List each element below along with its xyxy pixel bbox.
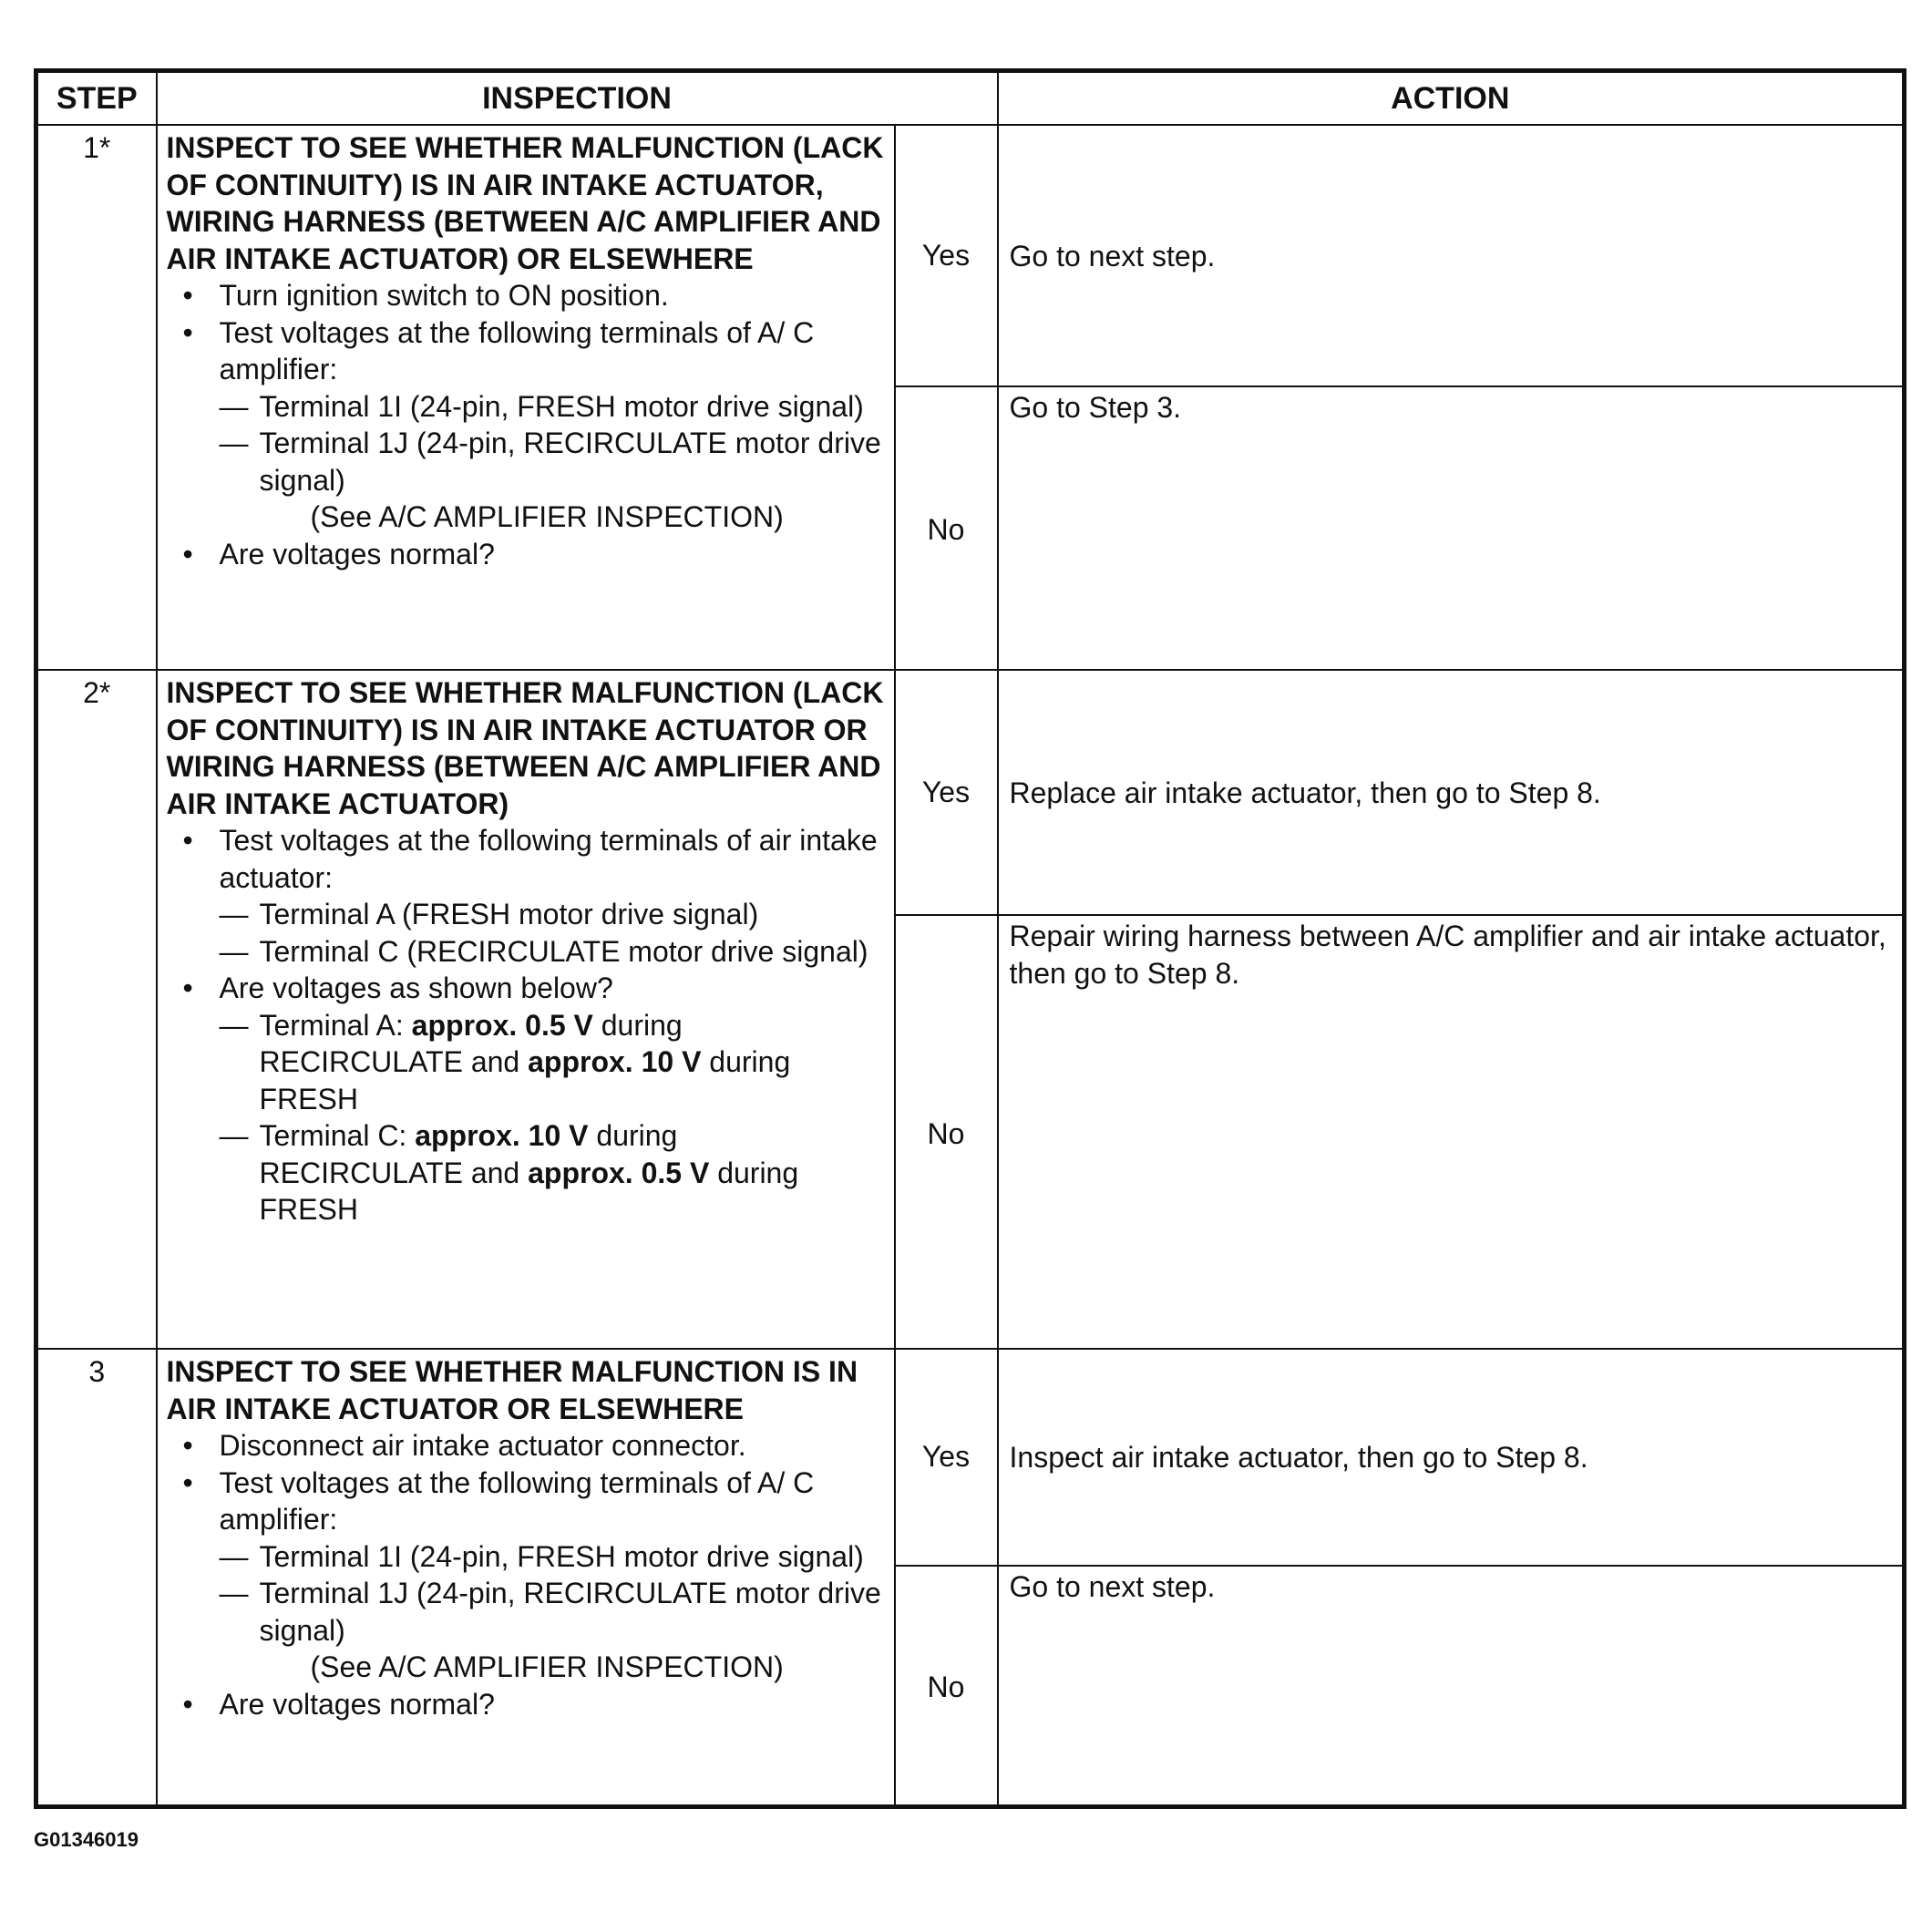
step-3-yes-row	[36, 1349, 1905, 1566]
step-3-number: 3	[36, 1349, 157, 1806]
step-2-dash-4-d: approx. 0.5 V	[528, 1156, 710, 1189]
step-2-dash-1: — Terminal A (FRESH motor drive signal)	[220, 896, 885, 933]
figure-id: G01346019	[34, 1828, 139, 1851]
step-1-inspection	[157, 125, 895, 670]
step-1-yes-label: Yes	[895, 125, 998, 386]
step-1-title: INSPECT TO SEE WHETHER MALFUNCTION (LACK OF CONTINUITY) IS IN AIR INTAKE ACTUATOR, WIRING HARNESS (BETWEEN A/C AMPLIFIER AND AIR INTAKE ACTUATOR) OR ELSEWHERE	[166, 131, 884, 275]
step-2-dash-3-e: during FRESH	[259, 1045, 791, 1115]
step-3-bullets	[167, 1427, 885, 1722]
step-3-yes-action: Inspect air intake actuator, then go to Step 8.	[998, 1349, 1905, 1566]
step-header: STEP	[36, 71, 157, 126]
step-3-bullet-2	[167, 1465, 885, 1686]
step-1-bullet-3: • Are voltages normal?	[167, 536, 885, 573]
step-2-bullets	[167, 822, 885, 1228]
step-2-dash-4-e: during FRESH	[259, 1156, 799, 1227]
step-3-no-action: Go to next step.	[998, 1566, 1905, 1807]
step-2-bullet-2-text: Are voltages as shown below?	[219, 971, 613, 1005]
step-1-yes-action: Go to next step.	[998, 125, 1905, 386]
action-header: ACTION	[998, 71, 1905, 126]
step-2-dash-3-b: approx. 0.5 V	[411, 1008, 593, 1042]
step-1-yes-row	[36, 125, 1905, 386]
step-1-dash-2-text: Terminal 1J (24-pin, RECIRCULATE motor drive signal)	[259, 427, 881, 497]
step-1-see-also: (See A/C AMPLIFIER INSPECTION)	[310, 500, 784, 534]
step-1-dash-2	[220, 425, 885, 536]
step-2-bullet-1-text: Test voltages at the following terminals of air intake actuator:	[219, 824, 878, 894]
step-1-bullet-1: • Turn ignition switch to ON position.	[167, 277, 885, 314]
step-3-inspection	[157, 1349, 895, 1806]
step-1-dash-1: — Terminal 1I (24-pin, FRESH motor drive signal)	[220, 388, 885, 426]
step-3-title: INSPECT TO SEE WHETHER MALFUNCTION IS IN AIR INTAKE ACTUATOR OR ELSEWHERE	[166, 1355, 858, 1425]
step-2-no-action: Repair wiring harness between A/C amplifier and air intake actuator, then go to Step 8.	[998, 915, 1905, 1349]
step-3-yes-label: Yes	[895, 1349, 998, 1566]
step-2-bullet-2	[167, 970, 885, 1228]
diagnostic-table	[34, 68, 1906, 1809]
step-2-title: INSPECT TO SEE WHETHER MALFUNCTION (LACK OF CONTINUITY) IS IN AIR INTAKE ACTUATOR OR WIRING HARNESS (BETWEEN A/C AMPLIFIER AND AIR INTAKE ACTUATOR)	[166, 676, 884, 820]
step-2-no-label: No	[895, 915, 998, 1349]
step-2-yes-action: Replace air intake actuator, then go to Step 8.	[998, 670, 1905, 915]
step-2-terminal-list	[220, 896, 885, 970]
inspection-header: INSPECTION	[157, 71, 998, 126]
step-3-bullet-1: • Disconnect air intake actuator connector.	[167, 1427, 885, 1465]
step-1-no-action: Go to Step 3.	[998, 386, 1905, 670]
step-3-see-also: (See A/C AMPLIFIER INSPECTION)	[310, 1650, 784, 1684]
step-3-dash-2-text: Terminal 1J (24-pin, RECIRCULATE motor drive signal)	[259, 1577, 881, 1647]
step-1-bullets	[167, 277, 885, 572]
step-1-bullet-2	[167, 314, 885, 536]
step-3-bullet-3: • Are voltages normal?	[167, 1686, 885, 1723]
step-2-dash-3-a: Terminal A:	[259, 1008, 412, 1042]
step-2-inspection	[157, 670, 895, 1349]
step-2-dash-4-b: approx. 10 V	[415, 1119, 589, 1153]
step-2-dash-4-c: during RECIRCULATE and	[259, 1119, 678, 1189]
step-2-dash-3-d: approx. 10 V	[528, 1045, 702, 1079]
step-2-yes-label: Yes	[895, 670, 998, 915]
step-2-yes-row	[36, 670, 1905, 915]
step-2-dash-4	[220, 1117, 885, 1228]
step-2-dash-3	[220, 1007, 885, 1118]
diagnostic-table-container	[34, 68, 1902, 1809]
step-2-bullet-1	[167, 822, 885, 970]
step-2-voltage-list	[220, 1007, 885, 1228]
step-3-no-label: No	[895, 1566, 998, 1807]
step-1-no-label: No	[895, 386, 998, 670]
step-1-bullet-2-text: Test voltages at the following terminals of A/ C amplifier:	[219, 315, 815, 386]
step-2-dash-4-a: Terminal C:	[259, 1119, 416, 1153]
header-row	[36, 71, 1905, 126]
step-3-dash-2	[220, 1575, 885, 1686]
step-2-number: 2*	[36, 670, 157, 1349]
step-2-dash-2: — Terminal C (RECIRCULATE motor drive signal)	[220, 933, 885, 971]
step-1-number: 1*	[36, 125, 157, 670]
step-1-terminal-list	[220, 388, 885, 536]
step-3-bullet-2-text: Test voltages at the following terminals of A/ C amplifier:	[219, 1465, 815, 1537]
step-3-dash-1: — Terminal 1I (24-pin, FRESH motor drive signal)	[220, 1538, 885, 1576]
step-3-terminal-list	[220, 1538, 885, 1686]
step-2-dash-3-c: during RECIRCULATE and	[259, 1008, 683, 1079]
